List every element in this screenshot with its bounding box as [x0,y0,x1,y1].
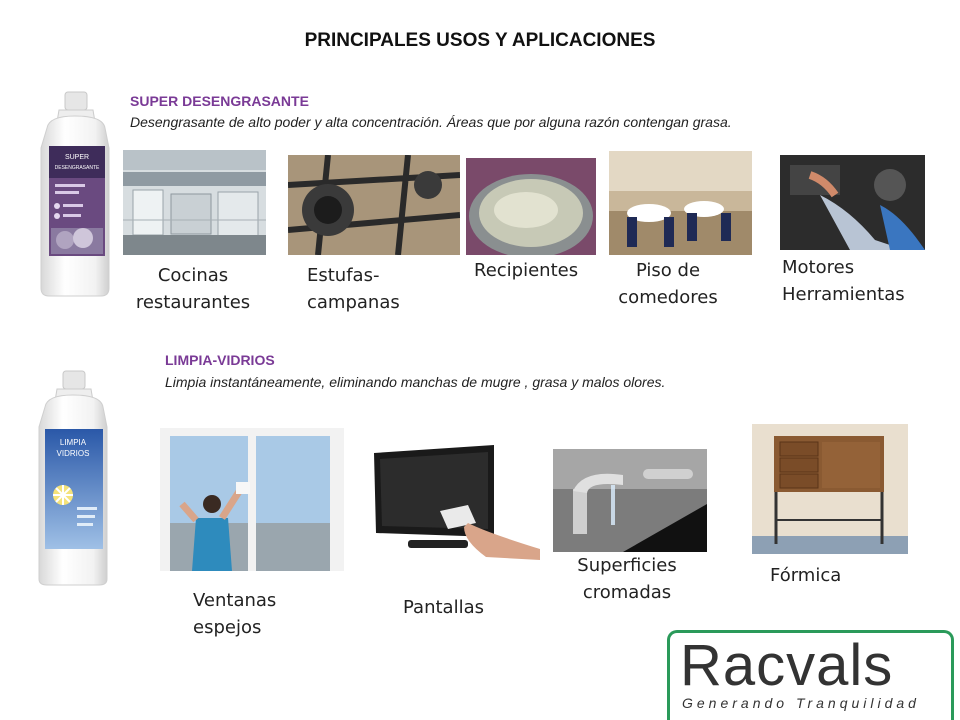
section1-product-name: SUPER DESENGRASANTE [130,93,309,109]
faucet-photo [553,449,707,552]
kitchen-photo [123,150,266,255]
caption-motores: Motores Herramientas [782,257,905,305]
caption-pantallas: Pantallas [403,597,484,618]
bottle1-label-line1: SUPER [64,154,90,161]
screen-photo [368,445,540,560]
section1-description: Desengrasante de alto poder y alta concentración. Áreas que por alguna razón contengan grasa. [130,114,732,130]
caption-ventanas: Ventanas espejos [193,590,277,638]
caption-superficies: Superficies cromadas [577,555,677,603]
section2-description: Limpia instantáneamente, eliminando manchas de mugre , grasa y malos olores. [165,374,666,390]
dining-room-photo [609,151,752,255]
section2-product-name: LIMPIA-VIDRIOS [165,352,275,368]
caption-recipientes: Recipientes [474,260,579,281]
page-title: PRINCIPALES USOS Y APLICACIONES [304,30,656,51]
logo-tagline: Generando Tranquilidad [682,695,920,711]
engine-photo [780,155,925,250]
caption-formica: Fórmica [770,565,842,586]
caption-cocinas: Cocinas restaurantes [135,265,251,313]
window-photo [160,428,344,571]
stove-photo [288,155,460,255]
bottle1-label-line2: DESENGRASANTE [54,165,100,171]
bottle2-label-line1: LIMPIA [59,438,87,447]
logo-name: Racvals [680,633,894,698]
caption-estufas: Estufas- campanas [307,265,400,313]
limpia-vidrios-bottle [33,367,115,589]
caption-piso-comedores: Piso de comedores [618,260,718,308]
super-desengrasante-bottle [35,88,117,300]
pot-photo [466,158,596,255]
cabinet-photo [752,424,908,554]
racvals-logo [667,630,954,720]
bottle2-label-line2: VIDRIOS [56,449,90,458]
